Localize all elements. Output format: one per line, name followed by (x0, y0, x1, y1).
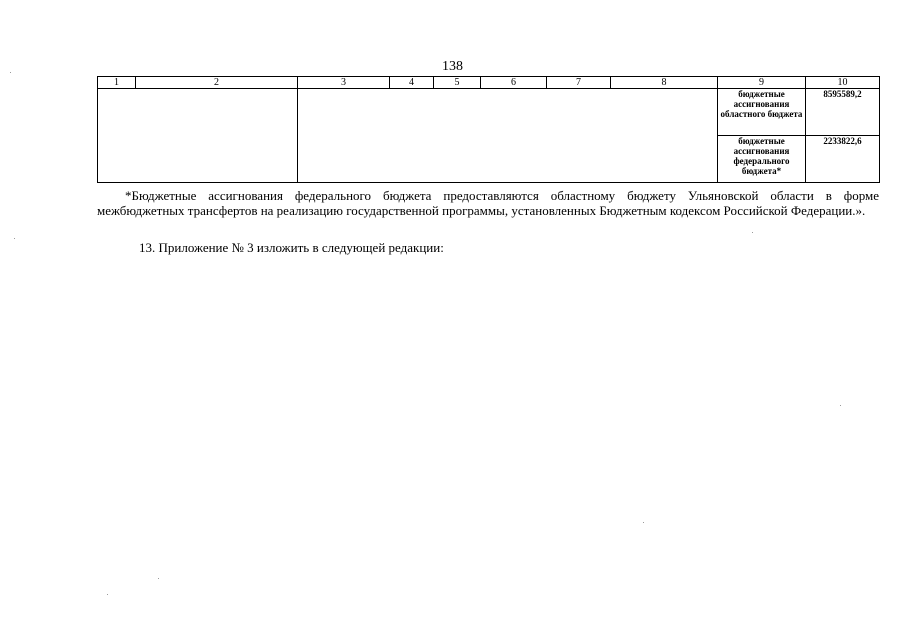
scan-speck (752, 232, 753, 233)
column-header: 6 (481, 77, 547, 89)
column-header: 8 (611, 77, 718, 89)
scan-speck (107, 594, 108, 595)
scan-speck (10, 72, 11, 73)
column-header: 4 (390, 77, 434, 89)
column-header: 2 (136, 77, 298, 89)
table-cell-value: 8595589,2 (806, 89, 880, 136)
column-header: 5 (434, 77, 481, 89)
column-header: 1 (98, 77, 136, 89)
table-cell-label: бюджетные ассигнования областного бюджета (718, 89, 806, 136)
budget-table (97, 76, 880, 183)
column-header: 10 (806, 77, 880, 89)
column-header: 7 (547, 77, 611, 89)
scan-speck (158, 578, 159, 579)
scan-speck (14, 238, 15, 239)
page-number: 138 (442, 59, 463, 74)
column-header: 9 (718, 77, 806, 89)
table-row (98, 89, 880, 136)
table-cell-empty (298, 89, 718, 183)
table-cell-value: 2233822,6 (806, 136, 880, 183)
item-paragraph: 13. Приложение № 3 изложить в следующей редакции: (139, 240, 444, 255)
table-header-row (98, 77, 880, 89)
scan-speck (840, 405, 841, 406)
footnote-paragraph: *Бюджетные ассигнования федерального бюджета предоставляются областному бюджету Ульяновской области в форме межбюджетных трансфертов на реализацию государственной программы, установленных Бюджетным кодексом Российской Федерации.». (97, 188, 879, 218)
column-header: 3 (298, 77, 390, 89)
table-cell-label: бюджетные ассигнования федерального бюджета* (718, 136, 806, 183)
table-cell-empty (98, 89, 298, 183)
scan-speck (643, 522, 644, 523)
